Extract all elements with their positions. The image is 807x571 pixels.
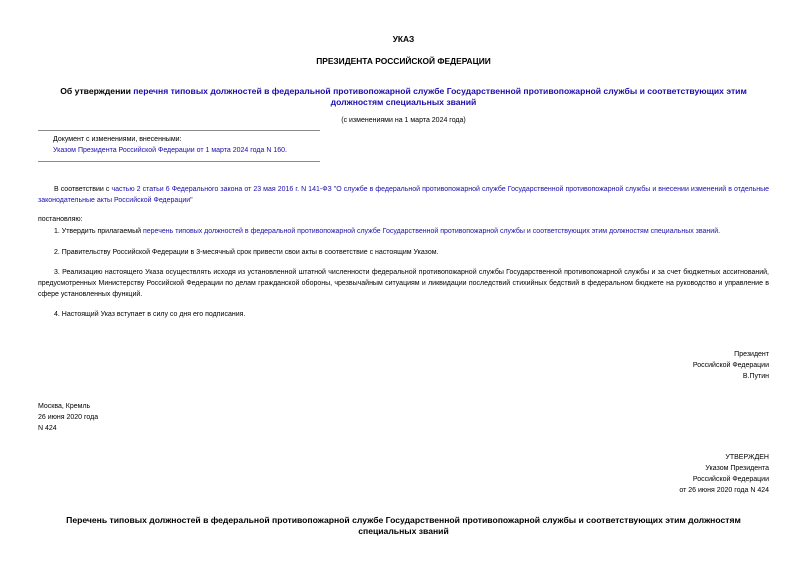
list-title: Перечень типовых должностей в федеральной противопожарной службе Государственной противопожарной службы и соответствующих этим должностям специальных званий <box>66 515 741 536</box>
amendments-source <box>53 145 323 156</box>
divider-top <box>38 130 320 131</box>
amendments-box <box>53 134 323 156</box>
title-link[interactable]: перечня типовых должностей в федеральной противопожарной службе Государственной противопожарной службы и соответствующих этим должностям специальных званий <box>133 86 747 107</box>
approved-label: УТВЕРЖДЕН <box>725 454 769 461</box>
date: 26 июня 2020 года <box>38 414 99 421</box>
amendments-heading: Документ с изменениями, внесенными: <box>53 136 182 143</box>
decree-heading-president: ПРЕЗИДЕНТА РОССИЙСКОЙ ФЕДЕРАЦИИ <box>316 56 491 66</box>
title-prefix: Об утверждении <box>60 86 134 96</box>
amendment-link[interactable]: Указом Президента Российской Федерации от 1 марта 2024 года N 160 <box>53 147 285 154</box>
item-1 <box>38 226 769 237</box>
decree-word: постановляю: <box>38 216 83 223</box>
item-1-prefix: 1. Утвердить прилагаемый <box>54 228 143 235</box>
item-1-link[interactable]: перечень типовых должностей в федеральной противопожарной службе Государственной противопожарной службы и соответствующих этим должностям специальных званий <box>142 228 719 235</box>
intro-law-link[interactable]: частью 2 статьи 6 Федерального закона от 23 мая 2016 г. N 141-ФЗ "О службе в федеральной противопожарной службе Государственной противопожарной службы и внесении изменений в отдельные законодательные акты Российской Федерации" <box>38 186 770 204</box>
document-title <box>46 86 761 108</box>
signature-country: Российской Федерации <box>692 362 769 369</box>
approved-line-4: от 26 июня 2020 года N 424 <box>679 487 769 494</box>
signature-title: Президент <box>734 351 769 358</box>
amendment-suffix: . <box>285 147 287 154</box>
place: Москва, Кремль <box>38 403 91 410</box>
approved-block <box>569 452 769 496</box>
intro-paragraph <box>38 184 769 206</box>
approved-line-2: Указом Президента <box>705 465 769 472</box>
item-1-suffix: . <box>718 228 721 235</box>
intro-prefix: В соответствии с <box>54 186 112 193</box>
divider-bottom <box>38 161 320 162</box>
item-2: 2. Правительству Российской Федерации в 3-месячный срок привести свои акты в соответствие с настоящим Указом. <box>54 249 439 256</box>
decree-heading: УКАЗ <box>392 34 415 44</box>
decree-number: N 424 <box>38 425 57 432</box>
signature-name: В.Путин <box>742 373 769 380</box>
amendments-note: (с изменениями на 1 марта 2024 года) <box>341 117 466 124</box>
signature-block <box>569 349 769 382</box>
item-4: 4. Настоящий Указ вступает в силу со дня его подписания. <box>54 311 246 318</box>
approved-line-3: Российской Федерации <box>692 476 769 483</box>
item-3: 3. Реализацию настоящего Указа осуществлять исходя из установленной штатной численности федеральной противопожарной службы Государственной противопожарной службы и за счет бюджетных ассигнований, предусмотренных Министерству Российской Федерации по делам гражданской обороны, чрезвычайным ситуациям и ликвидации последствий стихийных бедствий в федеральном бюджете на руководство и управление в сфере установленных функций. <box>38 269 769 298</box>
place-date-block <box>38 401 238 434</box>
